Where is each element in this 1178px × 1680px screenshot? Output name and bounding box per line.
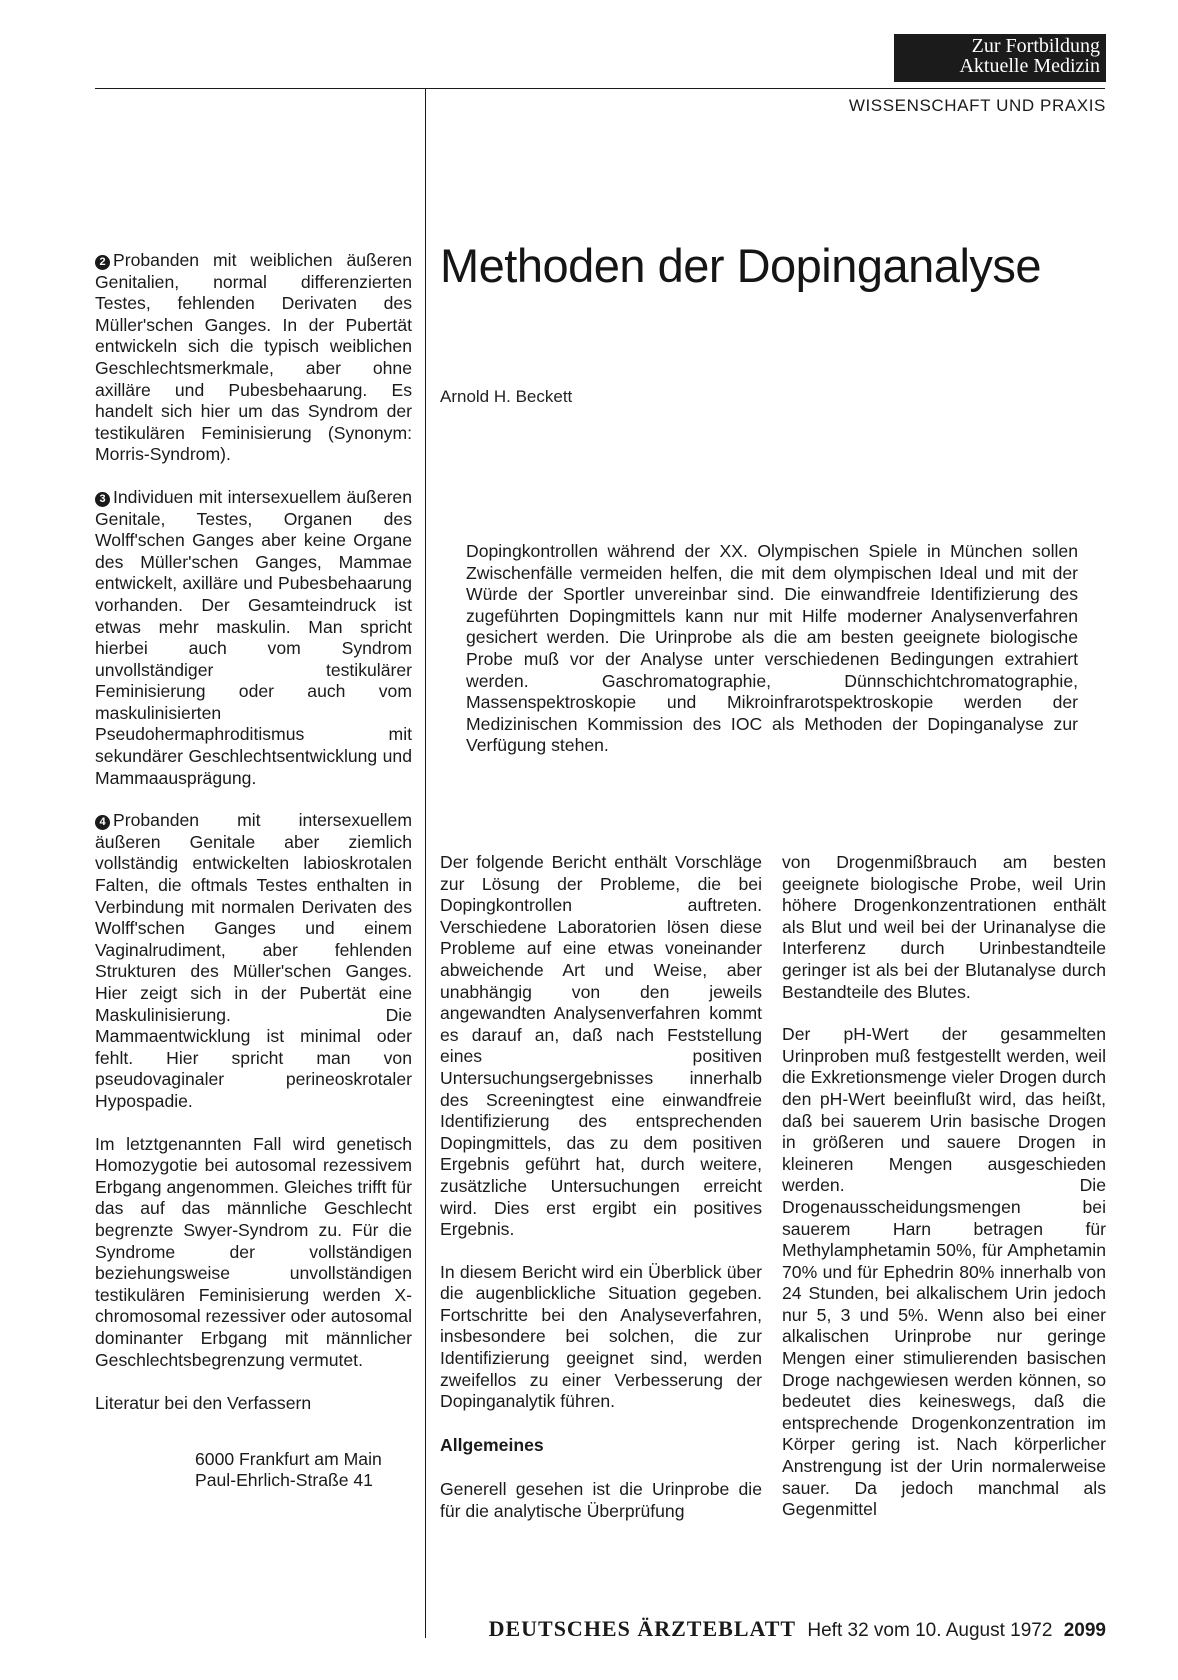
column-divider [425, 88, 426, 1638]
list-item-2-text: Probanden mit weiblichen äußeren Genitalien, normal differenzierten Testes, fehlenden Derivaten des Müller'schen Ganges. In der Pubertät entwickeln sich die typisch weiblichen Geschlechtsmerkmale, aber ohne axilläre und Pubesbehaarung. Es handelt sich hier um das Syndrom der testikulären Feminisierung (Synonym: Morris-Syndrom). [95, 250, 412, 465]
list-item-4-text: Probanden mit intersexuellem äußeren Genitale aber ziemlich vollständig entwickelten labioskrotalen Falten, die oftmals Testes enthalten in Verbindung mit normalen Derivaten des Wolff'schen Ganges und einem Vaginalrudiment, aber fehlenden Strukturen des Müller'schen Ganges. Hier zeigt sich in der Pubertät eine Maskulinisierung. Die Mammaentwicklung ist minimal oder fehlt. Hier spricht man von pseudovaginaler perineoskrotaler Hypospadie. [95, 810, 412, 1111]
footer-journal: DEUTSCHES ÄRZTEBLATT [488, 1616, 797, 1641]
article-title: Methoden der Dopinganalyse [440, 239, 1042, 292]
list-item-3 [95, 487, 412, 789]
list-item-2 [95, 250, 412, 466]
number-3-icon: 3 [95, 492, 110, 507]
header-rule [95, 88, 1105, 89]
subheading-allgemeines: Allgemeines [440, 1434, 544, 1455]
section-label-line2: Aktuelle Medizin [959, 55, 1100, 77]
literature-note: Literatur bei den Verfassern [95, 1393, 312, 1414]
number-2-icon: 2 [95, 255, 110, 270]
address-line1: 6000 Frankfurt am Main [195, 1448, 382, 1469]
left-column [95, 250, 412, 1492]
page-footer [489, 1616, 1106, 1642]
middle-paragraph-3: Generell gesehen ist die Urinprobe die für die analytische Überprüfung [440, 1479, 762, 1522]
address-line2: Paul-Ehrlich-Straße 41 [195, 1470, 373, 1491]
author-address [95, 1449, 412, 1492]
page-number: 2099 [1063, 1620, 1106, 1641]
article-abstract: Dopingkontrollen während der XX. Olympischen Spiele in München sollen Zwischenfälle vermeiden helfen, die mit dem olympischen Ideal und mit der Würde der Sportler unvereinbar sind. Die einwandfreie Identifizierung des zugeführten Dopingmittels kann nur mit Hilfe moderner Analysenverfahren gesichert werden. Die Urinprobe als die am besten geeignete biologische Probe muß vor der Analyse unter verschiedenen Bedingungen extrahiert werden. Gaschromatographie, Dünnschichtchromatographie, Massenspektroskopie und Mikroinfrarotspektroskopie werden der Medizinischen Kommission des IOC als Methoden der Dopinganalyse zur Verfügung stehen. [466, 541, 1078, 756]
middle-paragraph-1: Der folgende Bericht enthält Vorschläge zur Lösung der Probleme, die bei Dopingkontrollen auftreten. Verschiedene Laboratorien lösen diese Probleme auf eine etwas voneinander abweichende Art und Weise, aber unabhängig von den jeweils angewandten Analysenverfahren kommt es darauf an, daß nach Feststellung eines positiven Untersuchungsergebnisses innerhalb des Screeningtest eine einwandfreie Identifizierung des entsprechenden Dopingmittels, das zu dem positiven Ergebnis geführt hat, durch weitere, zusätzliche Untersuchungen erreicht wird. Dies erst ergibt ein positives Ergebnis. [440, 852, 762, 1240]
list-item-3-text: Individuen mit intersexuellem äußeren Genitale, Testes, Organen des Wolff'schen Ganges aber keine Organe des Müller'schen Ganges, Mammae entwickelt, axilläre und Pubesbehaarung vorhanden. Der Gesamteindruck ist etwas mehr maskulin. Man spricht hierbei auch vom Syndrom unvollständiger testikulärer Feminisierung oder auch vom maskulinisierten Pseudohermaphroditismus mit sekundärer Geschlechtsentwicklung und Mammaausprägung. [95, 486, 412, 788]
section-title: WISSENSCHAFT UND PRAXIS [848, 96, 1106, 115]
list-item-4 [95, 810, 412, 1112]
middle-column [440, 852, 762, 1544]
footer-issue: Heft 32 vom 10. August 1972 [807, 1620, 1053, 1641]
section-label-box [894, 34, 1106, 82]
right-paragraph-2: Der pH-Wert der gesammelten Urinproben muß festgestellt werden, weil die Exkretionsmenge vieler Drogen durch den pH-Wert beeinflußt wird, das heißt, daß bei sauerem Urin basische Drogen in größeren und sauere Drogen in kleineren Mengen ausgeschieden werden. Die Drogenausscheidungsmengen bei sauerem Harn betragen für Methylamphetamin 50%, für Amphetamin 70% und für Ephedrin 80% innerhalb von 24 Stunden, bei alkalischem Urin jedoch nur 5, 3 und 5%. Wenn also bei einer alkalischen Urinprobe nur geringe Mengen einer stimulierenden basischen Droge nachgewiesen werden können, so bedeutet dies keineswegs, daß die entsprechende Drogenkonzentration im Körper gering ist. Nach körperlicher Anstrengung ist der Urin normalerweise sauer. Da jedoch manchmal als Gegenmittel [782, 1024, 1106, 1520]
section-label-line1: Zur Fortbildung [971, 35, 1100, 57]
right-column [782, 852, 1106, 1542]
right-paragraph-1: von Drogenmißbrauch am besten geeignete biologische Probe, weil Urin höhere Drogenkonzentrationen enthält als Blut und weil bei der Urinanalyse die Interferenz durch Urinbestandteile geringer ist als bei der Blutanalyse durch Bestandteile des Blutes. [782, 852, 1106, 1002]
number-4-icon: 4 [95, 815, 110, 830]
left-paragraph: Im letztgenannten Fall wird genetisch Homozygotie bei autosomal rezessivem Erbgang angenommen. Gleiches trifft für das auf das männliche Geschlecht begrenzte Swyer-Syndrom zu. Für die Syndrome der vollständigen beziehungsweise unvollständigen testikulären Feminisierung werden X-chromosomal rezessiver oder autosomal dominanter Erbgang mit männlicher Geschlechtsbegrenzung vermutet. [95, 1133, 412, 1370]
middle-paragraph-2: In diesem Bericht wird ein Überblick über die augenblickliche Situation gegeben. Fortschritte bei den Analyseverfahren, insbesondere bei solchen, die zur Identifizierung geeignet sind, werden zweifellos zu einer Verbesserung der Dopinganalytik führen. [440, 1261, 762, 1412]
article-author: Arnold H. Beckett [440, 387, 573, 406]
